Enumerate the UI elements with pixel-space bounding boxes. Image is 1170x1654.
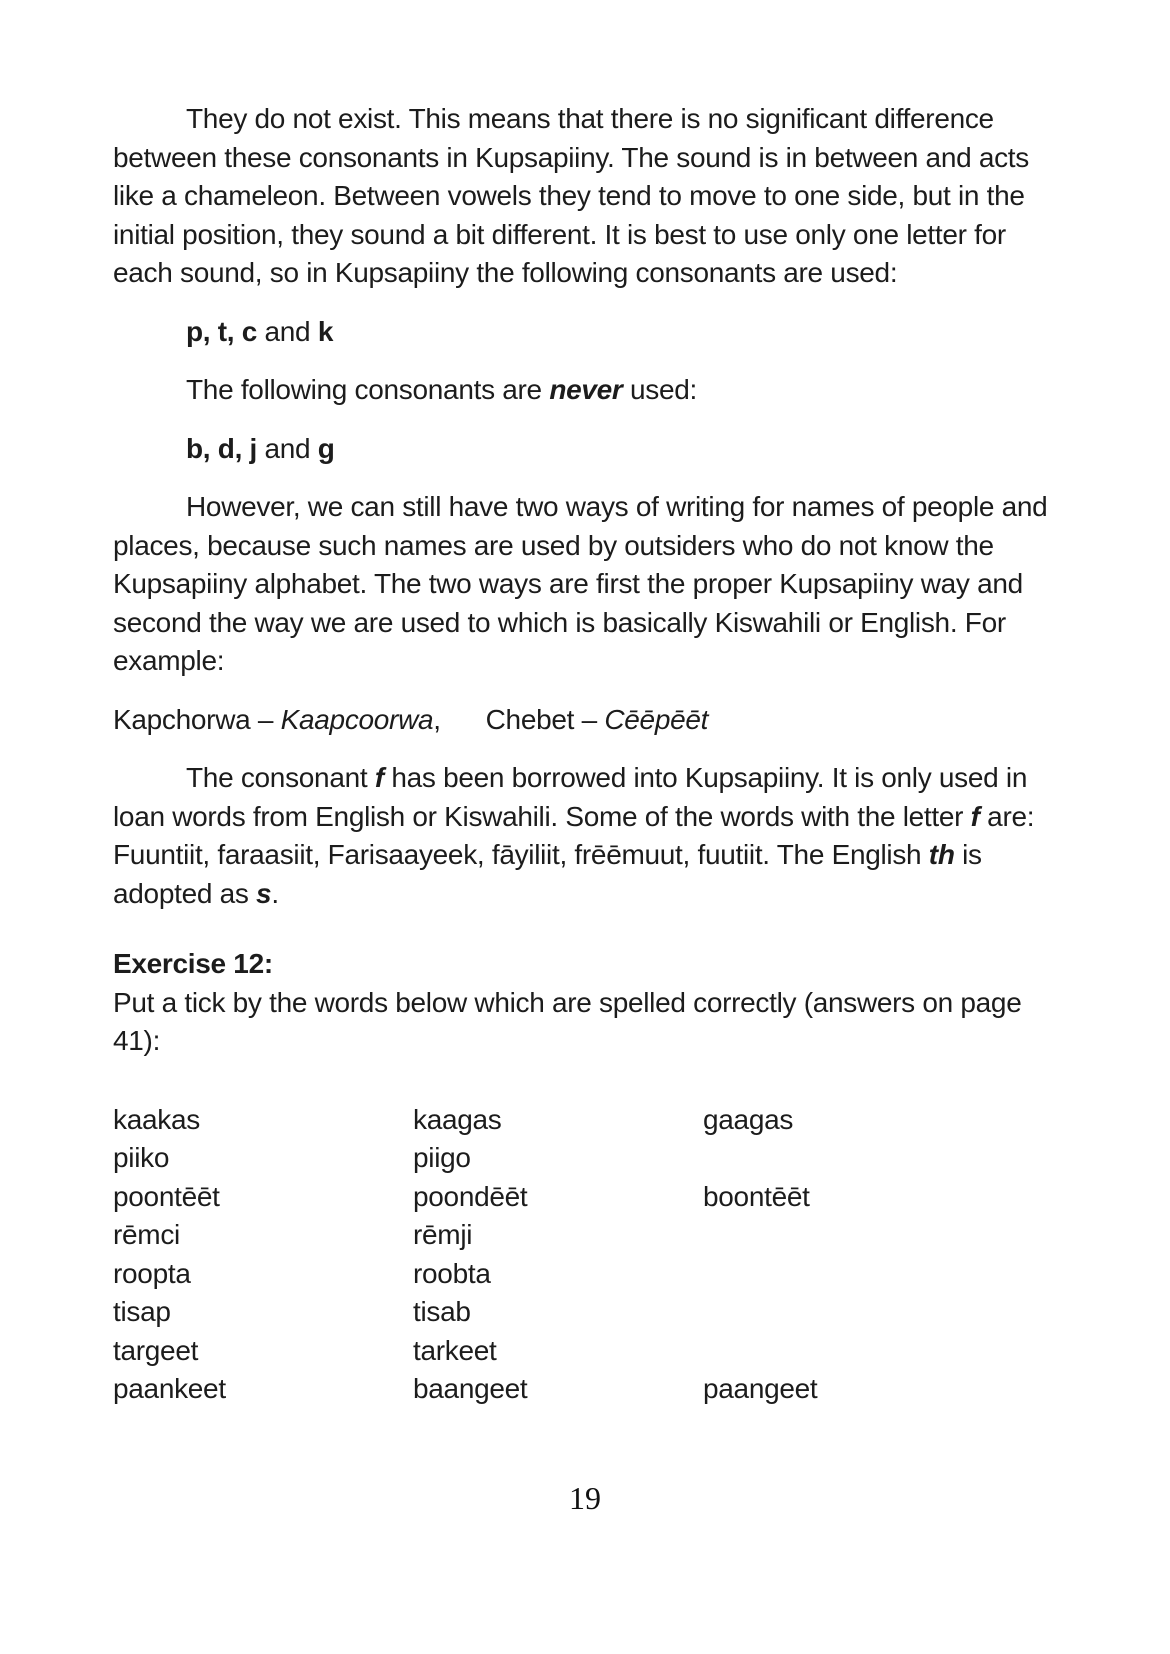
exercise-instructions: Put a tick by the words below which are spelled correctly (answers on page 41):: [113, 986, 1022, 1056]
word-cell: [703, 1293, 1057, 1332]
word-cell: tarkeet: [413, 1334, 497, 1366]
page-number: 19: [569, 1480, 601, 1516]
text-segment: is adopted as: [113, 839, 982, 909]
never-used-line: [186, 371, 1057, 410]
paragraph-consonant-f: [113, 759, 1057, 913]
word-table: [113, 1101, 1057, 1409]
text-segment: has been borrowed into Kupsapiiny. It is only used in loan words from English or Kiswahili. Some of the words with the letter: [113, 762, 1028, 832]
text-segment: , Chebet –: [433, 703, 605, 735]
text-segment: s: [256, 877, 272, 909]
word-cell: piigo: [413, 1142, 471, 1173]
word-cell: [703, 1216, 1057, 1255]
text-segment: and: [257, 432, 318, 464]
paragraph-intro: They do not exist. This means that there is no significant difference between these consonants in Kupsapiiny. The sound is in between and acts like a chameleon. Between vowels they tend to move to one side, but in the initial position, they sound a bit different. It is best to use only one letter for each sound, so in Kupsapiiny the following consonants are used:: [113, 103, 1029, 288]
exercise-heading: Exercise 12:: [113, 948, 273, 979]
text-segment: k: [317, 315, 334, 347]
word-cell: poontēēt: [113, 1180, 220, 1212]
text-segment: b, d, j: [186, 432, 258, 464]
text-segment: Cēēpēēt: [604, 703, 709, 735]
word-cell: paankeet: [113, 1373, 226, 1404]
word-cell: [703, 1332, 1057, 1371]
text-segment: .: [271, 877, 279, 909]
word-cell: rēmji: [413, 1219, 473, 1250]
text-segment: Kapchorwa –: [113, 703, 281, 735]
word-cell: targeet: [113, 1334, 199, 1366]
text-segment: are: Fuuntiit, faraasiit, Farisaayeek, fāyiliit, frēēmuut, fuutiit. The English: [113, 800, 1035, 870]
text-segment: Kaapcoorwa: [280, 703, 434, 735]
word-cell: gaagas: [703, 1103, 794, 1135]
word-cell: poondēēt: [413, 1180, 528, 1212]
word-cell: kaakas: [113, 1103, 200, 1135]
consonants-used-line: [186, 313, 1057, 352]
text-segment: The following consonants are: [186, 374, 550, 405]
word-cell: tisab: [413, 1296, 471, 1327]
word-cell: roopta: [113, 1257, 191, 1289]
word-cell: [703, 1255, 1057, 1294]
text-segment: The consonant: [186, 762, 375, 793]
word-cell: [703, 1139, 1057, 1178]
paragraph-two-ways: However, we can still have two ways of writing for names of people and places, because such names are used by outsiders who do not know the Kupsapiiny alphabet. The two ways are first the proper Kupsapiiny way and second the way we are used to which is basically Kiswahili or English. For example:: [113, 491, 1048, 676]
word-cell: roobta: [413, 1257, 491, 1289]
word-cell: kaagas: [413, 1103, 502, 1135]
word-cell: baangeet: [413, 1373, 528, 1404]
text-segment: never: [549, 374, 623, 405]
word-cell: boontēēt: [703, 1180, 810, 1212]
text-segment: f: [970, 800, 980, 832]
word-cell: piiko: [113, 1142, 170, 1173]
examples-line: [113, 701, 1057, 740]
word-cell: rēmci: [113, 1219, 180, 1250]
text-segment: f: [374, 762, 384, 793]
text-segment: used:: [622, 374, 698, 405]
text-segment: and: [257, 315, 318, 347]
word-cell: tisap: [113, 1296, 171, 1327]
consonants-never-line: [186, 430, 1057, 469]
word-cell: paangeet: [703, 1373, 818, 1404]
text-segment: g: [317, 432, 335, 464]
page-content: [113, 100, 1057, 1409]
text-segment: th: [928, 839, 955, 870]
text-segment: p, t, c: [186, 315, 258, 347]
